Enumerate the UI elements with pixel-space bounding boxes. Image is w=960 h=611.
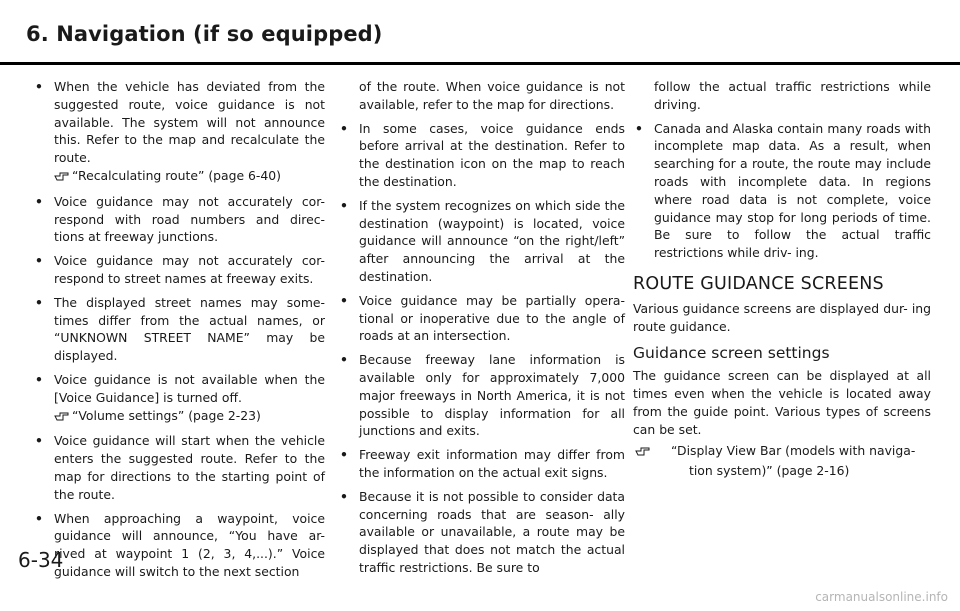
list-item	[33, 252, 325, 288]
list-item-text: Voice guidance will start when the vehicle enters the suggested route. Refer to the map for directions to the starting point of the route.	[54, 433, 325, 502]
list-item	[33, 294, 325, 365]
column-2	[338, 78, 625, 583]
cross-reference-text: “Volume settings” (page 2-23)	[72, 407, 261, 423]
list-item	[33, 371, 325, 426]
cross-reference-text: “Recalculating route” (page 6-40)	[72, 167, 281, 183]
watermark: carmanualsonline.info	[815, 590, 948, 604]
list-item-text: Because freeway lane information is available only for approximately 7,000 major freeways in North America, it is not possible to display information for all junctions and exits.	[359, 352, 625, 439]
list-item-text: Because it is not possible to consider data concerning roads that are season- ally available or unavailable, a route may be displayed that does not match the actual traffic restrictions. Be sure to	[359, 488, 625, 575]
cross-reference-text: “Display View Bar (models with naviga- tion system)” (page 2-16)	[671, 443, 916, 479]
list-item	[338, 120, 625, 191]
subsection-heading: Guidance screen settings	[633, 344, 830, 363]
bullet: •	[35, 193, 43, 209]
list-item	[338, 292, 625, 345]
cross-reference[interactable]	[633, 442, 931, 480]
bullet: •	[35, 510, 43, 526]
header-rule	[0, 62, 960, 65]
bullet: •	[35, 433, 43, 449]
continuation-text: of the route. When voice guidance is not available, refer to the map for directions.	[359, 79, 625, 112]
list-item-text: Freeway exit information may differ from the information on the actual exit signs.	[359, 447, 625, 480]
list-item-text: Voice guidance may not accurately cor- respond to street names at freeway exits.	[54, 253, 325, 286]
list-item	[33, 510, 325, 581]
subsection-paragraph: The guidance screen can be displayed at all times even when the vehicle is located away from the guide point. Various types of screens can be set.	[633, 368, 931, 437]
bullet: •	[635, 120, 643, 136]
column-1	[33, 78, 325, 587]
list-item-text: Voice guidance may not accurately cor- respond with road numbers and direc- tions at freeway junctions.	[54, 193, 325, 245]
list-item	[33, 432, 325, 503]
bullet: •	[35, 79, 43, 94]
cross-reference[interactable]	[54, 407, 325, 427]
cross-reference[interactable]	[54, 167, 325, 187]
page-number: 6-34	[18, 548, 64, 572]
list-item-text: Canada and Alaska contain many roads with incomplete map data. As a result, when searching for a route, the route may include roads with incomplete data. In regions where road data is not complete, voice guidance may stop for long periods of time. Be sure to follow the actual traffic restrictions while driv- ing.	[654, 120, 931, 261]
pointing-hand-icon	[653, 444, 669, 462]
pointing-hand-icon	[54, 169, 70, 187]
bullet: •	[340, 488, 348, 504]
list-item	[33, 193, 325, 246]
list-item	[338, 446, 625, 482]
list-item	[338, 488, 625, 577]
bullet: •	[340, 447, 348, 463]
list-item	[33, 78, 325, 187]
list-item	[338, 197, 625, 286]
list-item-text: When approaching a waypoint, voice guidance will announce, “You have ar- rived at waypoint 1 (2, 3, 4,...).” Voice guidance will switch to the next section	[54, 510, 325, 579]
bullet: •	[340, 292, 348, 308]
pointing-hand-icon	[54, 409, 70, 427]
list-item-text: Voice guidance is not available when the [Voice Guidance] is turned off.	[54, 371, 325, 405]
section-paragraph: Various guidance screens are displayed dur- ing route guidance.	[633, 300, 931, 334]
list-item-text: The displayed street names may some- times differ from the actual names, or “UNKNOWN STREET NAME” may be displayed.	[54, 294, 325, 364]
list-item-text: If the system recognizes on which side the destination (waypoint) is located, voice guidance will announce “on the right/left” after announcing the arrival at the destination.	[359, 197, 625, 284]
bullet: •	[35, 294, 43, 310]
list-item-text: When the vehicle has deviated from the suggested route, voice guidance is not available. The system will not announce this. Refer to the map and recalculate the route.	[54, 79, 325, 166]
list-item	[633, 120, 931, 262]
list-item-text: Voice guidance may be partially opera- tional or inoperative due to the angle of roads at an intersection.	[359, 292, 625, 344]
continuation-text: follow the actual traffic restrictions while driving.	[654, 79, 931, 112]
bullet: •	[35, 253, 43, 269]
list-item	[338, 351, 625, 440]
bullet: •	[340, 352, 348, 368]
column-3	[633, 78, 931, 480]
bullet: •	[35, 371, 43, 387]
section-heading: ROUTE GUIDANCE SCREENS	[633, 273, 884, 294]
list-item-text: In some cases, voice guidance ends before arrival at the destination. Refer to the destination icon on the map to reach the destination.	[359, 120, 625, 189]
bullet: •	[340, 120, 348, 136]
page-header-title: 6. Navigation (if so equipped)	[26, 22, 383, 46]
bullet: •	[340, 197, 348, 213]
